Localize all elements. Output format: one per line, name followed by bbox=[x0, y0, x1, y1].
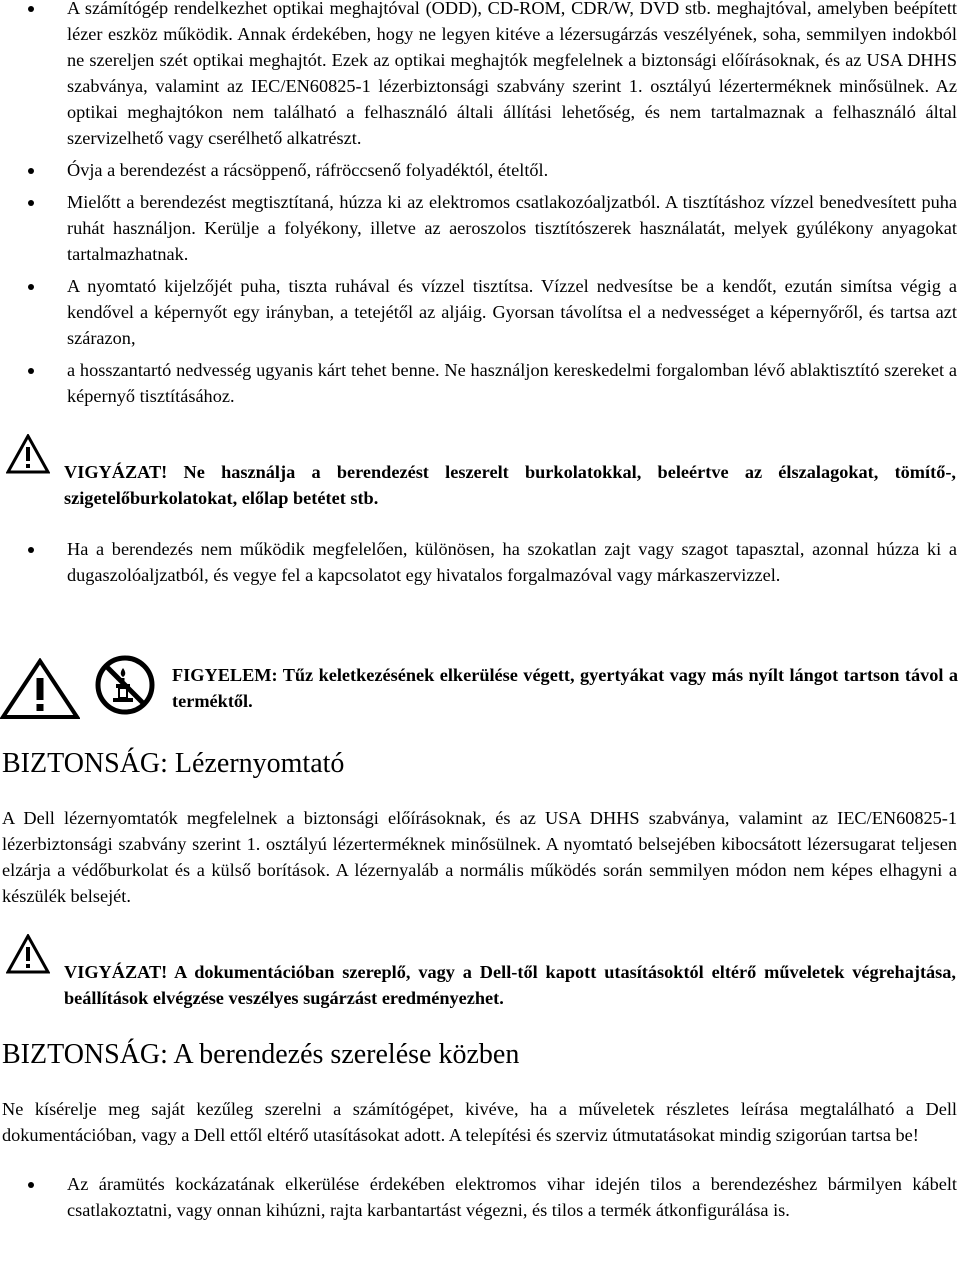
section-heading-laser-printer: BIZTONSÁG: Lézernyomtató bbox=[2, 748, 345, 779]
list-item bbox=[0, 157, 960, 183]
safety-list-storm bbox=[0, 1171, 960, 1223]
bullet-icon bbox=[28, 200, 34, 206]
list-item bbox=[0, 1171, 960, 1223]
warning-label: VIGYÁZAT! bbox=[64, 462, 168, 482]
warning-block-fire bbox=[0, 652, 960, 724]
warning-text bbox=[64, 459, 956, 511]
section-heading-assembly: BIZTONSÁG: A berendezés szerelése közben bbox=[2, 1039, 520, 1070]
no-open-flame-icon bbox=[94, 654, 156, 716]
warning-block-radiation bbox=[0, 934, 960, 1014]
bullet-icon bbox=[28, 547, 34, 553]
list-item-text: A nyomtató kijelzőjét puha, tiszta ruhával és vízzel tisztítsa. Vízzel nedvesítse be a kendőt, ezután simítsa végig a kendővel a képernyőt egy irányban, a tetejétől az aljáig. Gyorsan távolítsa el a nedvességet a képernyőről, és tartsa azt szárazon, bbox=[67, 276, 957, 348]
list-item bbox=[0, 189, 960, 267]
bullet-icon bbox=[28, 368, 34, 374]
list-item-text: Ha a berendezés nem működik megfelelően, különösen, ha szokatlan zajt vagy szagot tapasztal, azonnal húzza ki a dugaszolóaljzatból, és vegye fel a kapcsolatot egy hivatalos forgalmazóval vagy márkaszervizzel. bbox=[67, 539, 957, 585]
warning-block-covers bbox=[0, 434, 960, 514]
bullet-icon bbox=[28, 1182, 34, 1188]
bullet-icon bbox=[28, 168, 34, 174]
section-paragraph: Ne kísérelje meg saját kezűleg szerelni a számítógépet, kivéve, ha a műveletek részletes leírása megtalálható a Dell dokumentációban, vagy a Dell ettől eltérő utasításokat adott. A telepítési és szerviz útmutatásokat mindig szigorúan tartsa be! bbox=[2, 1099, 957, 1145]
list-item bbox=[0, 357, 960, 409]
warning-text: FIGYELEM: Tűz keletkezésének elkerülése végett, gyertyákat vagy más nyílt lángot tartson távol a terméktől. bbox=[172, 665, 958, 711]
warning-body: Ne használja a berendezést leszerelt burkolatokkal, beleértve az élszalagokat, tömítő-, szigetelőburkolatokat, előlap betétet stb. bbox=[64, 462, 956, 508]
safety-list-malfunction bbox=[0, 536, 960, 588]
list-item-text: Óvja a berendezést a rácsöppenő, ráfröccsenő folyadéktól, ételtől. bbox=[67, 160, 549, 180]
warning-triangle-icon bbox=[6, 934, 50, 974]
list-item-text: a hosszantartó nedvesség ugyanis kárt tehet benne. Ne használjon kereskedelmi forgalomban lévő ablaktisztító szereket a képernyő tisztításához. bbox=[67, 360, 957, 406]
warning-triangle-icon bbox=[0, 658, 80, 720]
section-paragraph: A Dell lézernyomtatók megfelelnek a biztonsági előírásoknak, és az USA DHHS szabványa, valamint az IEC/EN60825-1 lézerbiztonsági szabvány szerint 1. osztályú lézerterméknek minősülnek. A nyomtató belsejében kibocsátott lézersugarat teljesen elzárja a védőburkolat és a külső borítások. A lézernyaláb a normális működés során semmilyen módon nem képes elhagyni a készülék belsejét. bbox=[2, 808, 957, 906]
warning-triangle-icon bbox=[6, 434, 50, 474]
list-item bbox=[0, 273, 960, 351]
list-item-text: A számítógép rendelkezhet optikai meghajtóval (ODD), CD-ROM, CDR/W, DVD stb. meghajtóval, amelyben beépített lézer eszköz működik. Annak érdekében, hogy ne legyen kitéve a lézersugárzás veszélyének, soha, semmilyen indokból ne szereljen szét optikai meghajtót. Ezek az optikai meghajtók megfelelnek a biztonsági előírásoknak, és az USA DHHS szabványa, valamint az IEC/EN60825-1 lézerbiztonsági szabvány szerint 1. osztályú lézerterméknek minősülnek. Az optikai meghajtókon nem található a felhasználó általi állítási lehetőség, és nem tartalmaznak a felhasználó által szervizelhető vagy cserélhető alkatrészt. bbox=[67, 0, 957, 148]
bullet-icon bbox=[28, 6, 34, 12]
bullet-icon bbox=[28, 284, 34, 290]
list-item-text: Az áramütés kockázatának elkerülése érdekében elektromos vihar idején tilos a berendezéshez bármilyen kábelt csatlakoztatni, vagy onnan kihúzni, rajta karbantartást végezni, és tilos a termék átkonfigurálása is. bbox=[67, 1174, 957, 1220]
list-item bbox=[0, 536, 960, 588]
warning-text: VIGYÁZAT! A dokumentációban szereplő, vagy a Dell-től kapott utasításoktól eltérő műveletek végrehajtása, beállítások elvégzése veszélyes sugárzást eredményezhet. bbox=[64, 962, 956, 1008]
list-item-text: Mielőtt a berendezést megtisztítaná, húzza ki az elektromos csatlakozóaljzatból. A tisztításhoz vízzel benedvesített puha ruhát használjon. Kerülje a folyékony, illetve az aeroszolos tisztítószerek használatát, melyek gyúlékony anyagokat tartalmazhatnak. bbox=[67, 192, 957, 264]
safety-list-top bbox=[0, 0, 960, 409]
list-item bbox=[0, 0, 960, 151]
